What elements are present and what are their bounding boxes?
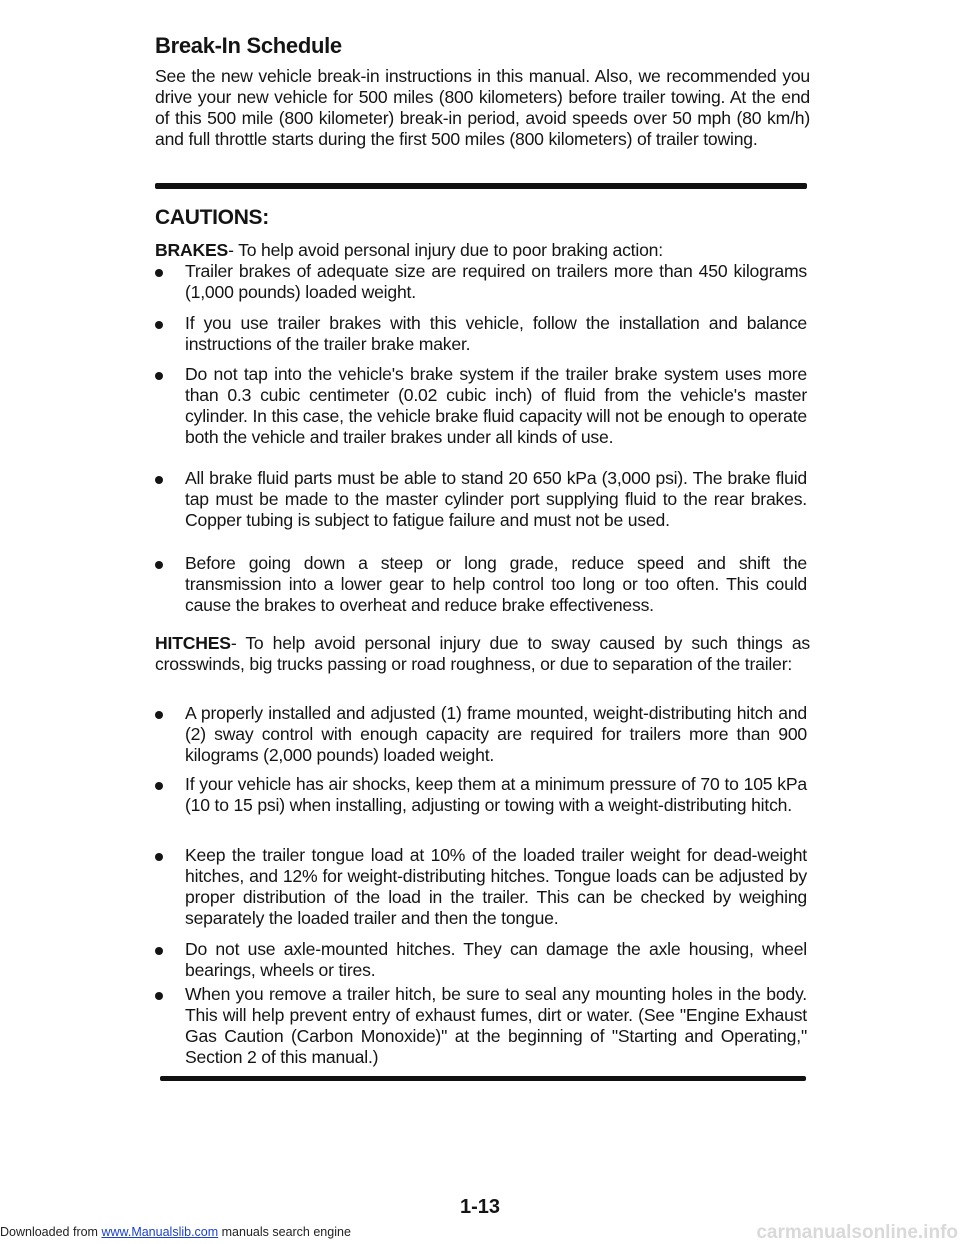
bullet-icon xyxy=(155,947,163,955)
bullet-icon xyxy=(155,992,163,1000)
brakes-item-text: Trailer brakes of adequate size are required on trailers more than 450 kilograms (1,000 pounds) loaded weight. xyxy=(185,261,807,302)
brakes-lead: BRAKES xyxy=(155,240,229,260)
bullet-icon xyxy=(155,853,163,861)
bullet-icon xyxy=(155,476,163,484)
bullet-icon xyxy=(155,561,163,569)
hitches-item-text: A properly installed and adjusted (1) frame mounted, weight-distributing hitch and (2) sway control with enough capacity are required for trailers more than 900 kilograms (2,000 pounds) loaded weight. xyxy=(185,703,807,765)
manualslib-link[interactable]: www.Manualslib.com xyxy=(101,1225,219,1239)
bullet-icon xyxy=(155,372,163,380)
brakes-intro: - To help avoid personal injury due to poor braking action: xyxy=(228,240,663,260)
hitches-item-text: Do not use axle-mounted hitches. They can damage the axle housing, wheel bearings, wheels or tires. xyxy=(185,939,807,980)
page-number: 1-13 xyxy=(459,1196,501,1218)
site-watermark: carmanualsonline.info xyxy=(756,1222,958,1243)
hitches-intro-line xyxy=(155,633,810,675)
breakin-paragraph: See the new vehicle break-in instructions in this manual. Also, we recommended you drive your new vehicle for 500 miles (800 kilometers) before trailer towing. At the end of this 500 mile (800 kilometer) break-in period, avoid speeds over 50 mph (80 km/h) and full throttle starts during the first 500 miles (800 kilometers) of trailer towing. xyxy=(155,66,810,149)
brakes-item-text: Do not tap into the vehicle's brake system if the trailer brake system uses more than 0.3 cubic centimeter (0.02 cubic inch) of fluid from the vehicle's master cylinder. In this case, the vehicle brake fluid capacity will not be enough to operate both the vehicle and trailer brakes under all kinds of use. xyxy=(185,364,807,447)
bullet-icon xyxy=(155,321,163,329)
hitches-item-text: When you remove a trailer hitch, be sure to seal any mounting holes in the body. This will help prevent entry of exhaust fumes, dirt or water. (See "Engine Exhaust Gas Caution (Carbon Monoxide)" at the beginning of "Starting and Operating," Section 2 of this manual.) xyxy=(185,984,807,1067)
bullet-icon xyxy=(155,782,163,790)
footer-suffix: manuals search engine xyxy=(218,1225,351,1239)
brakes-intro-line xyxy=(155,240,810,261)
section-divider-top xyxy=(155,183,807,189)
cautions-title: CAUTIONS: xyxy=(155,206,269,229)
brakes-item-text: If you use trailer brakes with this vehicle, follow the installation and balance instructions of the trailer brake maker. xyxy=(185,313,807,354)
footer-prefix: Downloaded from xyxy=(0,1225,102,1239)
bullet-icon xyxy=(155,711,163,719)
hitches-item-text: If your vehicle has air shocks, keep them at a minimum pressure of 70 to 105 kPa (10 to 15 psi) when installing, adjusting or towing with a weight-distributing hitch. xyxy=(185,774,807,815)
breakin-title: Break-In Schedule xyxy=(155,33,342,58)
section-divider-bottom xyxy=(160,1076,806,1081)
bullet-icon xyxy=(155,269,163,277)
brakes-item-text: Before going down a steep or long grade, reduce speed and shift the transmission into a lower gear to help control too long or too often. This could cause the brakes to overheat and reduce brake effectiveness. xyxy=(185,553,807,615)
hitches-lead: HITCHES xyxy=(155,633,231,653)
brakes-item-text: All brake fluid parts must be able to stand 20 650 kPa (3,000 psi). The brake fluid tap must be made to the master cylinder port supplying fluid to the rear brakes. Copper tubing is subject to fatigue failure and must not be used. xyxy=(185,468,807,530)
hitches-item-text: Keep the trailer tongue load at 10% of the loaded trailer weight for dead-weight hitches, and 12% for weight-distributing hitches. Tongue loads can be adjusted by proper distribution of the load in the trailer. This can be checked by weighing separately the loaded trailer and then the tongue. xyxy=(185,845,807,928)
hitches-intro: - To help avoid personal injury due to sway caused by such things as crosswinds, big trucks passing or road roughness, or due to separation of the trailer: xyxy=(155,633,810,674)
